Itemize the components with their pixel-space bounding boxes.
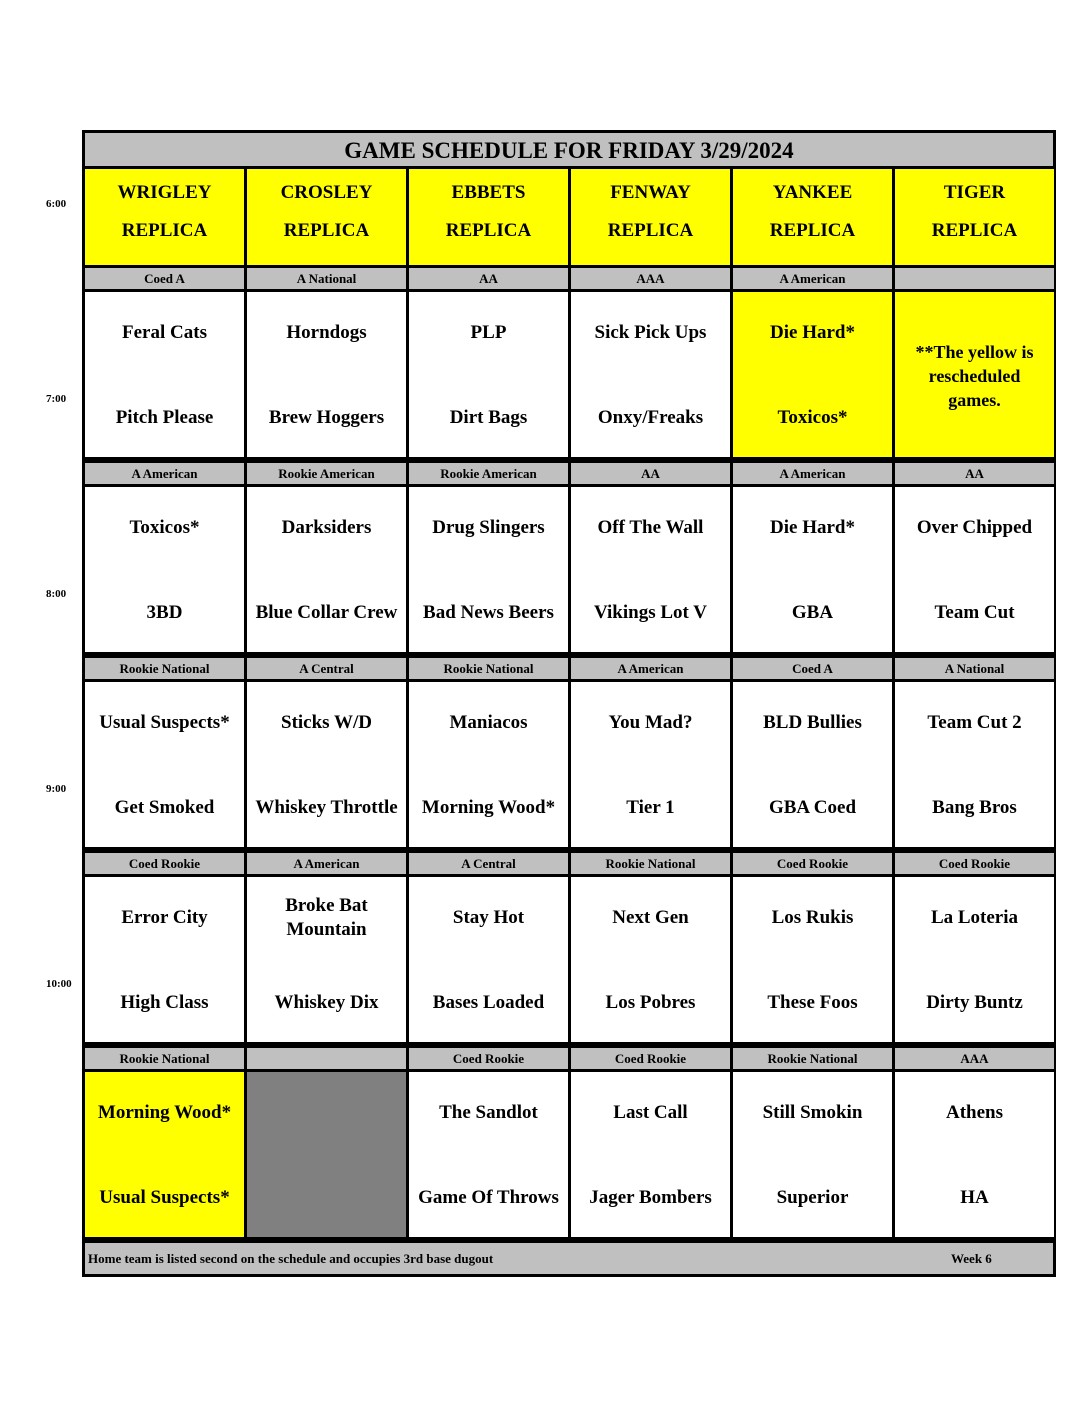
away-team: Sick Pick Ups: [594, 322, 707, 343]
home-team: Bases Loaded: [432, 992, 545, 1013]
away-team: Feral Cats: [122, 322, 207, 343]
field-header-yankee: [733, 169, 892, 265]
division-label: AA: [571, 463, 730, 484]
division-label: A American: [85, 463, 244, 484]
game-cell: [409, 292, 568, 457]
empty-cell: [247, 1072, 406, 1237]
game-cell: [409, 877, 568, 1042]
away-team: PLP: [470, 322, 507, 343]
field-name: FENWAY: [610, 182, 691, 203]
division-label: Rookie National: [571, 853, 730, 874]
home-team: Morning Wood*: [421, 797, 556, 818]
away-team: Over Chipped: [916, 517, 1033, 538]
time-label: 9:00: [46, 783, 67, 795]
field-header-crosley: [247, 169, 406, 265]
away-team: La Loteria: [930, 907, 1019, 928]
division-label: Rookie National: [85, 658, 244, 679]
game-cell: [571, 682, 730, 847]
game-cell: [85, 682, 244, 847]
game-cell: [733, 1072, 892, 1237]
home-team: Toxicos*: [777, 407, 848, 428]
away-team: Stay Hot: [452, 907, 525, 928]
division-label: A National: [247, 268, 406, 289]
away-team: Darksiders: [281, 517, 372, 538]
division-label: Coed Rookie: [733, 853, 892, 874]
home-team: High Class: [120, 992, 209, 1013]
home-team: Usual Suspects*: [99, 1187, 230, 1208]
time-label: 8:00: [46, 588, 67, 600]
home-team: Los Pobres: [605, 992, 696, 1013]
away-team: You Mad?: [608, 712, 693, 733]
home-team: Superior: [776, 1187, 849, 1208]
division-label: A American: [571, 658, 730, 679]
game-cell: [571, 877, 730, 1042]
game-cell: [895, 292, 1054, 457]
division-label: AA: [895, 463, 1054, 484]
game-cell: [895, 682, 1054, 847]
away-team: Morning Wood*: [97, 1102, 232, 1123]
game-cell: [247, 487, 406, 652]
game-cell: [409, 682, 568, 847]
game-cell: [571, 487, 730, 652]
home-team: Tier 1: [626, 797, 675, 818]
division-label: [895, 268, 1054, 289]
home-team: Pitch Please: [115, 407, 214, 428]
away-team: Last Call: [613, 1102, 688, 1123]
reschedule-note: **The yellow is rescheduled games.: [915, 342, 1034, 410]
field-type: REPLICA: [769, 220, 856, 241]
home-team: Get Smoked: [114, 797, 215, 818]
game-cell: [247, 877, 406, 1042]
home-team: HA: [960, 1187, 989, 1208]
division-label: A Central: [247, 658, 406, 679]
schedule-title: GAME SCHEDULE FOR FRIDAY 3/29/2024: [85, 133, 1053, 166]
game-cell: [85, 292, 244, 457]
away-team: Error City: [121, 907, 208, 928]
away-team: Die Hard*: [770, 517, 855, 538]
away-team: Maniacos: [449, 712, 528, 733]
home-team: Whiskey Throttle: [255, 797, 398, 818]
home-team-note: Home team is listed second on the schedule and occupies 3rd base dugout: [88, 1251, 494, 1266]
home-team: These Foos: [767, 992, 858, 1013]
game-cell: [247, 292, 406, 457]
field-name: TIGER: [943, 182, 1006, 203]
time-label: 7:00: [46, 393, 67, 405]
away-team: Toxicos*: [129, 517, 200, 538]
field-type: REPLICA: [121, 220, 208, 241]
home-team: Dirt Bags: [449, 407, 528, 428]
home-team: Blue Collar Crew: [255, 602, 398, 623]
division-label: AA: [409, 268, 568, 289]
home-team: Dirty Buntz: [926, 992, 1023, 1013]
game-cell: [733, 292, 892, 457]
division-label: Rookie National: [733, 1048, 892, 1069]
field-header-wrigley: [85, 169, 244, 265]
away-team: The Sandlot: [439, 1102, 538, 1123]
division-label: A Central: [409, 853, 568, 874]
game-cell: [895, 1072, 1054, 1237]
away-team: Usual Suspects*: [99, 712, 230, 733]
division-label: Coed Rookie: [409, 1048, 568, 1069]
home-team: Jager Bombers: [589, 1187, 712, 1208]
home-team: Whiskey Dix: [274, 992, 379, 1013]
field-type: REPLICA: [445, 220, 532, 241]
away-team: Athens: [945, 1102, 1003, 1123]
game-cell: [409, 1072, 568, 1237]
game-cell: [733, 487, 892, 652]
away-team: Sticks W/D: [281, 712, 372, 733]
field-type: REPLICA: [931, 220, 1018, 241]
game-cell: [85, 487, 244, 652]
field-name: CROSLEY: [280, 182, 373, 203]
home-team: 3BD: [146, 602, 183, 623]
field-header-tiger: [895, 169, 1054, 265]
home-team: Bad News Beers: [423, 602, 554, 623]
away-team: Still Smokin: [762, 1102, 863, 1123]
home-team: GBA Coed: [768, 797, 857, 818]
game-cell: [895, 877, 1054, 1042]
game-cell: [895, 487, 1054, 652]
schedule-table: [82, 130, 1056, 1277]
home-team: Game Of Throws: [418, 1187, 559, 1208]
division-label: Coed A: [85, 268, 244, 289]
division-label: Coed Rookie: [571, 1048, 730, 1069]
home-team: Bang Bros: [932, 797, 1017, 818]
away-team: Horndogs: [286, 322, 367, 343]
division-label: Coed Rookie: [85, 853, 244, 874]
time-label: 6:00: [46, 198, 67, 210]
field-type: REPLICA: [283, 220, 370, 241]
division-label: Coed A: [733, 658, 892, 679]
field-name: YANKEE: [772, 182, 853, 203]
division-label: AAA: [895, 1048, 1054, 1069]
away-team: Off The Wall: [597, 517, 704, 538]
home-team: Team Cut: [934, 602, 1015, 623]
field-header-fenway: [571, 169, 730, 265]
division-label: AAA: [571, 268, 730, 289]
away-team: Die Hard*: [770, 322, 855, 343]
time-label: 10:00: [46, 978, 72, 990]
game-cell: [733, 682, 892, 847]
field-name: WRIGLEY: [117, 182, 212, 203]
division-label: A American: [247, 853, 406, 874]
division-label: A American: [733, 268, 892, 289]
game-cell: [85, 1072, 244, 1237]
field-type: REPLICA: [607, 220, 694, 241]
game-cell: [409, 487, 568, 652]
game-cell: [571, 1072, 730, 1237]
home-team: GBA: [791, 602, 834, 623]
game-cell: [85, 877, 244, 1042]
home-team: Vikings Lot V: [594, 602, 707, 623]
game-cell: [247, 682, 406, 847]
schedule-footer: [85, 1243, 1053, 1274]
division-label: Rookie American: [247, 463, 406, 484]
away-team: BLD Bullies: [763, 712, 862, 733]
away-team: Broke Bat Mountain: [285, 895, 368, 940]
division-label: A American: [733, 463, 892, 484]
division-label: A National: [895, 658, 1054, 679]
away-team: Team Cut 2: [927, 712, 1022, 733]
field-header-ebbets: [409, 169, 568, 265]
division-label: Rookie American: [409, 463, 568, 484]
away-team: Next Gen: [612, 907, 689, 928]
away-team: Drug Slingers: [432, 517, 545, 538]
division-label: [247, 1048, 406, 1069]
division-label: Rookie National: [85, 1048, 244, 1069]
game-cell: [733, 877, 892, 1042]
division-label: Coed Rookie: [895, 853, 1054, 874]
week-label: Week 6: [951, 1251, 992, 1266]
game-cell: [571, 292, 730, 457]
home-team: Onxy/Freaks: [597, 407, 704, 428]
home-team: Brew Hoggers: [268, 407, 385, 428]
field-name: EBBETS: [451, 182, 526, 203]
division-label: Rookie National: [409, 658, 568, 679]
away-team: Los Rukis: [771, 907, 854, 928]
